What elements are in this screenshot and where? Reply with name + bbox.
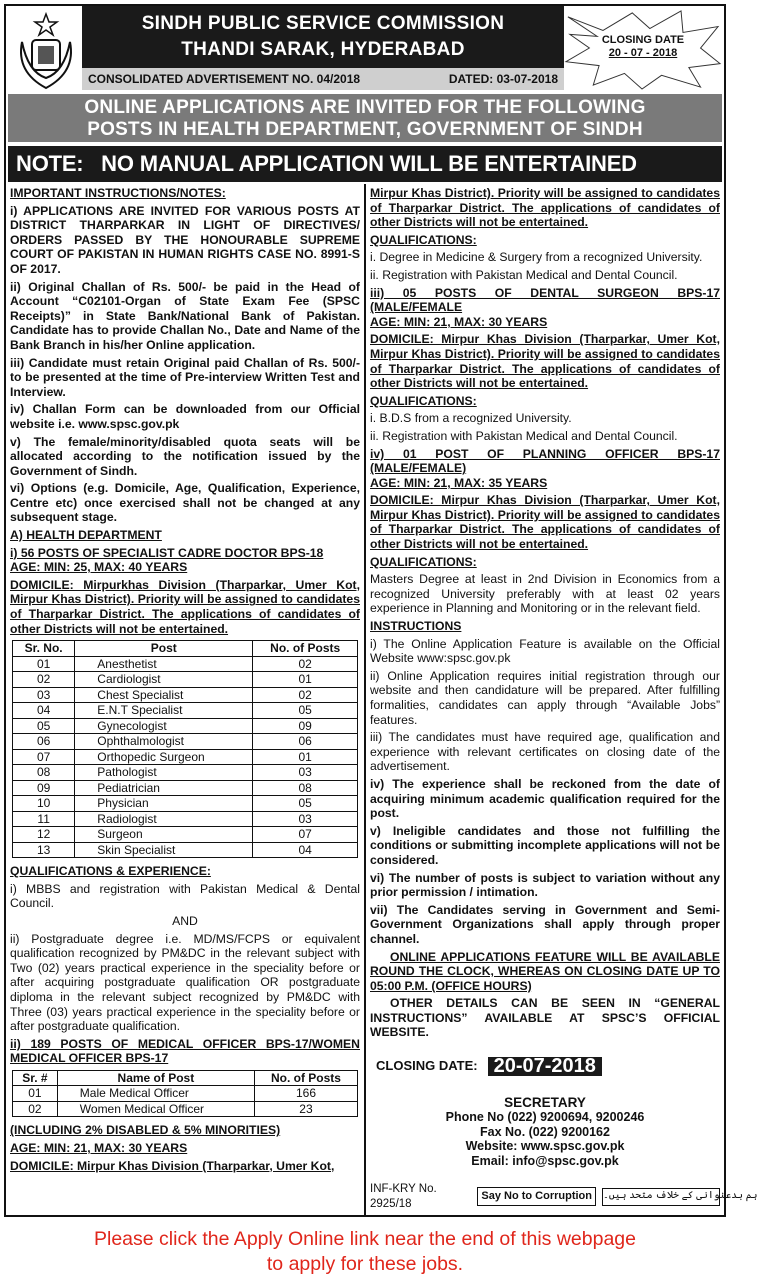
table-row — [13, 1086, 358, 1102]
post-count-cell: 01 — [253, 672, 358, 688]
post-count-cell: 23 — [254, 1101, 357, 1117]
post-count-cell: 08 — [253, 780, 358, 796]
post-age: AGE: MIN: 25, MAX: 40 YEARS — [10, 560, 188, 575]
qualification-item: ii) Postgraduate degree i.e. MD/MS/FCPS or equivalent qualification recognized by PM&DC in the relevant subject with Two (02) years practical experience in the speciality before or after acquiring postgraduate qualification OR postgraduate diploma in the relevant subject recognized by PM&DC with Three (03) years practical experience in the speciality before or after postgraduate qualification. — [10, 931, 360, 1034]
note-banner: NOTE: NO MANUAL APPLICATION WILL BE ENTERTAINED — [8, 146, 722, 182]
note-item: ii) Original Challan of Rs. 500/- be paid in the Head of Account “C02101-Organ of State Exam Fee (SPSC Receipts)” in State Bank/National Bank of Pakistan. Candidate has to provide Challan No., Date and Name of the Bank Branch in his/her Online application. — [10, 279, 360, 352]
post-name-cell: Pediatrician — [75, 780, 253, 796]
header-banner — [82, 6, 564, 68]
qualifications-heading: QUALIFICATIONS: — [370, 393, 477, 408]
post-name-cell: Male Medical Officer — [57, 1086, 254, 1102]
specialist-posts-table — [12, 640, 358, 858]
post-name-cell: Ophthalmologist — [75, 734, 253, 750]
closing-date-value: 20-07-2018 — [488, 1057, 602, 1076]
sr-number-cell: 07 — [13, 749, 75, 765]
table-row — [13, 718, 358, 734]
fax-number: Fax No. (022) 9200162 — [480, 1124, 610, 1139]
secretary-title: SECRETARY — [504, 1094, 586, 1110]
advert-info-bar — [82, 68, 564, 90]
sr-number-cell: 01 — [13, 1086, 58, 1102]
post-domicile-continued: Mirpur Khas District). Priority will be assigned to candidates of Tharparkar District. The applications of candidates of other Districts will not be entertained. — [370, 186, 720, 230]
post-count-cell: 09 — [253, 718, 358, 734]
table-row — [13, 749, 358, 765]
post-age: AGE: MIN: 21, MAX: 30 YEARS — [370, 314, 548, 329]
right-column — [366, 184, 758, 1215]
note-item: i) APPLICATIONS ARE INVITED FOR VARIOUS POSTS AT DISTRICT THARPARKAR IN LIGHT OF DIRECTIVES/ ORDERS PASSED BY THE HONOURABLE SUPREME COURT OF PAKISTAN IN HUMAN RIGHTS CASE NO. 8991-S OF 2017. — [10, 203, 360, 276]
post-count-cell: 07 — [253, 827, 358, 843]
qualifications-heading: QUALIFICATIONS & EXPERIENCE: — [10, 864, 211, 879]
qualification-item: ii. Registration with Pakistan Medical and Dental Council. — [370, 428, 678, 443]
advertisement — [4, 4, 758, 1217]
post-age: AGE: MIN: 21, MAX: 35 YEARS — [370, 475, 548, 490]
qualification-item: ii. Registration with Pakistan Medical and Dental Council. — [370, 267, 678, 282]
instruction-item: i) The Online Application Feature is available on the Official Website www:spsc.gov.pk — [370, 636, 720, 666]
email-link[interactable]: Email: info@spsc.gov.pk — [471, 1153, 619, 1168]
post-count-cell: 05 — [253, 796, 358, 812]
post-name-cell: Cardiologist — [75, 672, 253, 688]
instruction-item: vii) The Candidates serving in Government and Semi-Government Organizations shall apply through proper channel. — [370, 902, 720, 946]
post-age: AGE: MIN: 21, MAX: 30 YEARS — [10, 1141, 188, 1156]
column-header: Name of Post — [57, 1070, 254, 1086]
post-title: iii) 05 POSTS OF DENTAL SURGEON BPS-17 (MALE/FEMALE — [370, 285, 720, 315]
sr-number-cell: 01 — [13, 656, 75, 672]
qualification-item: i. B.D.S from a recognized University. — [370, 411, 572, 426]
note-item: iv) Challan Form can be downloaded from our Official website i.e. www.spsc.gov.pk — [10, 402, 360, 431]
post-title: i) 56 POSTS OF SPECIALIST CADRE DOCTOR BPS-18 — [10, 545, 324, 560]
advert-date: DATED: 03-07-2018 — [448, 72, 558, 86]
website-link[interactable]: Website: www.spsc.gov.pk — [465, 1139, 625, 1154]
table-row — [13, 656, 358, 672]
other-details-notice: OTHER DETAILS CAN BE SEEN IN “GENERAL INSTRUCTIONS” AVAILABLE AT SPSC’S OFFICIAL WEBSITE. — [370, 996, 720, 1040]
post-title: ii) 189 POSTS OF MEDICAL OFFICER BPS-17/WOMEN MEDICAL OFFICER BPS-17 — [10, 1036, 360, 1066]
post-name-cell: Radiologist — [75, 811, 253, 827]
post-name-cell: Chest Specialist — [75, 687, 253, 703]
table-row — [13, 827, 358, 843]
sr-number-cell: 12 — [13, 827, 75, 843]
sr-number-cell: 02 — [13, 1101, 58, 1117]
post-title: iv) 01 POST OF PLANNING OFFICER BPS-17 (MALE/FEMALE) — [370, 446, 720, 476]
closing-date-starburst — [564, 8, 722, 90]
sr-number-cell: 09 — [13, 780, 75, 796]
contact-block — [370, 1096, 720, 1169]
inf-number: INF-KRY No. 2925/18 — [370, 1183, 437, 1210]
column-header: No. of Posts — [253, 641, 358, 657]
post-count-cell: 06 — [253, 734, 358, 750]
qualification-item: Masters Degree at least in 2nd Division in Economics from a recognized University preferably with at least 02 years experience in Planning and Monitoring or in the relevant field. — [370, 572, 720, 616]
say-no-corruption-badge: Say No to Corruption — [477, 1187, 596, 1206]
post-name-cell: Anesthetist — [75, 656, 253, 672]
department-heading: A) HEALTH DEPARTMENT — [10, 528, 162, 543]
and-separator: AND — [172, 914, 198, 928]
qualification-item: i) MBBS and registration with Pakistan Medical & Dental Council. — [10, 881, 360, 911]
table-row — [13, 780, 358, 796]
post-name-cell: Surgeon — [75, 827, 253, 843]
sr-number-cell: 10 — [13, 796, 75, 812]
advert-number: CONSOLIDATED ADVERTISEMENT NO. 04/2018 — [88, 72, 361, 86]
closing-date-label: CLOSING DATE: — [376, 1058, 478, 1074]
table-row — [13, 703, 358, 719]
note-item: vi) Options (e.g. Domicile, Age, Qualification, Experience, Centre etc) once exercised shall not be changed at any subsequent stage. — [10, 481, 360, 525]
column-header: No. of Posts — [254, 1070, 357, 1086]
table-row — [13, 811, 358, 827]
post-domicile: DOMICILE: Mirpur Khas Division (Tharparkar, Umer Kot, Mirpur Khas District). Priority will be assigned to candidates of Tharparkar District. The applications of candidates of other Districts will not be entertained. — [370, 332, 720, 391]
online-feature-notice: ONLINE APPLICATIONS FEATURE WILL BE AVAILABLE ROUND THE CLOCK, WHEREAS ON CLOSING DATE UP TO 05:00 P.M. (OFFICE HOURS) — [370, 949, 720, 993]
post-count-cell: 02 — [253, 687, 358, 703]
medical-officer-table — [12, 1070, 358, 1118]
ad-footer — [370, 1168, 758, 1211]
sr-number-cell: 06 — [13, 734, 75, 750]
sr-number-cell: 04 — [13, 703, 75, 719]
sr-number-cell: 13 — [13, 842, 75, 858]
sr-number-cell: 02 — [13, 672, 75, 688]
org-title: SINDH PUBLIC SERVICE COMMISSION — [141, 13, 505, 34]
closing-date-value: 20 - 07 - 2018 — [608, 47, 678, 59]
table-row — [13, 842, 358, 858]
invitation-banner — [8, 94, 722, 142]
note-item: v) The female/minority/disabled quota seats will be allocated according to the notification issued by the Government of Sindh. — [10, 434, 360, 478]
sr-number-cell: 08 — [13, 765, 75, 781]
column-header: Sr. No. — [13, 641, 75, 657]
instruction-item: ii) Online Application requires initial registration through our website and then candidature will be prepared. After fulfilling formalities, candidates can apply through “Available Jobs” features. — [370, 668, 720, 727]
phone-number: Phone No (022) 9200694, 9200246 — [445, 1110, 645, 1125]
invitation-line-1: ONLINE APPLICATIONS ARE INVITED FOR THE FOLLOWING — [84, 97, 646, 118]
instructions-heading: IMPORTANT INSTRUCTIONS/NOTES: — [10, 186, 226, 200]
post-count-cell: 04 — [253, 842, 358, 858]
table-row — [13, 734, 358, 750]
apply-notice-line-1: Please click the Apply Online link near the end of this webpage — [93, 1228, 636, 1251]
post-count-cell: 02 — [253, 656, 358, 672]
two-column-body — [6, 184, 758, 1215]
invitation-line-2: POSTS IN HEALTH DEPARTMENT, GOVERNMENT OF SINDH — [87, 119, 643, 140]
post-name-cell: Orthopedic Surgeon — [75, 749, 253, 765]
post-count-cell: 166 — [254, 1086, 357, 1102]
table-row — [13, 1101, 358, 1117]
sr-number-cell: 03 — [13, 687, 75, 703]
apply-online-notice — [4, 1227, 726, 1277]
note-item: iii) Candidate must retain Original paid Challan of Rs. 500/- to be presented at the time of Pre-interview Written Test and Interview. — [10, 355, 360, 399]
instruction-item: vi) The number of posts is subject to variation without any prior permission / intimation. — [370, 870, 720, 900]
post-domicile: DOMICILE: Mirpur Khas Division (Tharparkar, Umer Kot, Mirpur Khas District). Priority will be assigned to candidates of Tharparkar District. The applications of candidates of other Districts will not be entertained. — [370, 493, 720, 552]
sindh-emblem-logo — [12, 12, 80, 92]
column-header: Post — [75, 641, 253, 657]
post-name-cell: Physician — [75, 796, 253, 812]
instructions-heading: INSTRUCTIONS — [370, 619, 462, 634]
post-name-cell: E.N.T Specialist — [75, 703, 253, 719]
quota-note: (INCLUDING 2% DISABLED & 5% MINORITIES) — [10, 1123, 281, 1138]
table-row — [13, 687, 358, 703]
table-row — [13, 796, 358, 812]
post-name-cell: Gynecologist — [75, 718, 253, 734]
org-address: THANDI SARAK, HYDERABAD — [181, 39, 465, 60]
sr-number-cell: 05 — [13, 718, 75, 734]
advert-header-area — [6, 6, 724, 184]
table-row — [13, 672, 358, 688]
table-header-row — [13, 641, 358, 657]
urdu-slogan-badge: ہم بدعنوانی کے خلاف متحد ہیں۔ — [602, 1188, 720, 1206]
table-header-row — [13, 1070, 358, 1086]
qualifications-heading: QUALIFICATIONS: — [370, 554, 477, 569]
instruction-item: iii) The candidates must have required age, qualification and experience with relevant certificates on closing date of the advertisement. — [370, 730, 720, 774]
closing-date-block — [376, 1057, 720, 1076]
qualification-item: i. Degree in Medicine & Surgery from a recognized University. — [370, 250, 703, 265]
post-domicile: DOMICILE: Mirpurkhas Division (Tharparkar, Umer Kot, Mirpur Khas District). Priority will be assigned to candidates of Tharparkar District. The applications of candidates of other Districts will not be entertained. — [10, 577, 360, 636]
qualifications-heading: QUALIFICATIONS: — [370, 232, 477, 247]
post-count-cell: 03 — [253, 765, 358, 781]
post-count-cell: 05 — [253, 703, 358, 719]
post-count-cell: 03 — [253, 811, 358, 827]
column-header: Sr. # — [13, 1070, 58, 1086]
instruction-item: v) Ineligible candidates and those not fulfilling the conditions or submitting incomplete applications will not be considered. — [370, 823, 720, 867]
post-name-cell: Women Medical Officer — [57, 1101, 254, 1117]
post-name-cell: Pathologist — [75, 765, 253, 781]
post-count-cell: 01 — [253, 749, 358, 765]
sr-number-cell: 11 — [13, 811, 75, 827]
left-column — [6, 184, 366, 1215]
instruction-item: iv) The experience shall be reckoned from the date of acquiring minimum academic qualification required for the post. — [370, 776, 720, 821]
post-domicile: DOMICILE: Mirpur Khas Division (Tharparkar, Umer Kot, — [10, 1158, 335, 1173]
apply-notice-line-2: to apply for these jobs. — [266, 1253, 464, 1276]
closing-date-label: CLOSING DATE — [601, 34, 685, 46]
table-row — [13, 765, 358, 781]
post-name-cell: Skin Specialist — [75, 842, 253, 858]
